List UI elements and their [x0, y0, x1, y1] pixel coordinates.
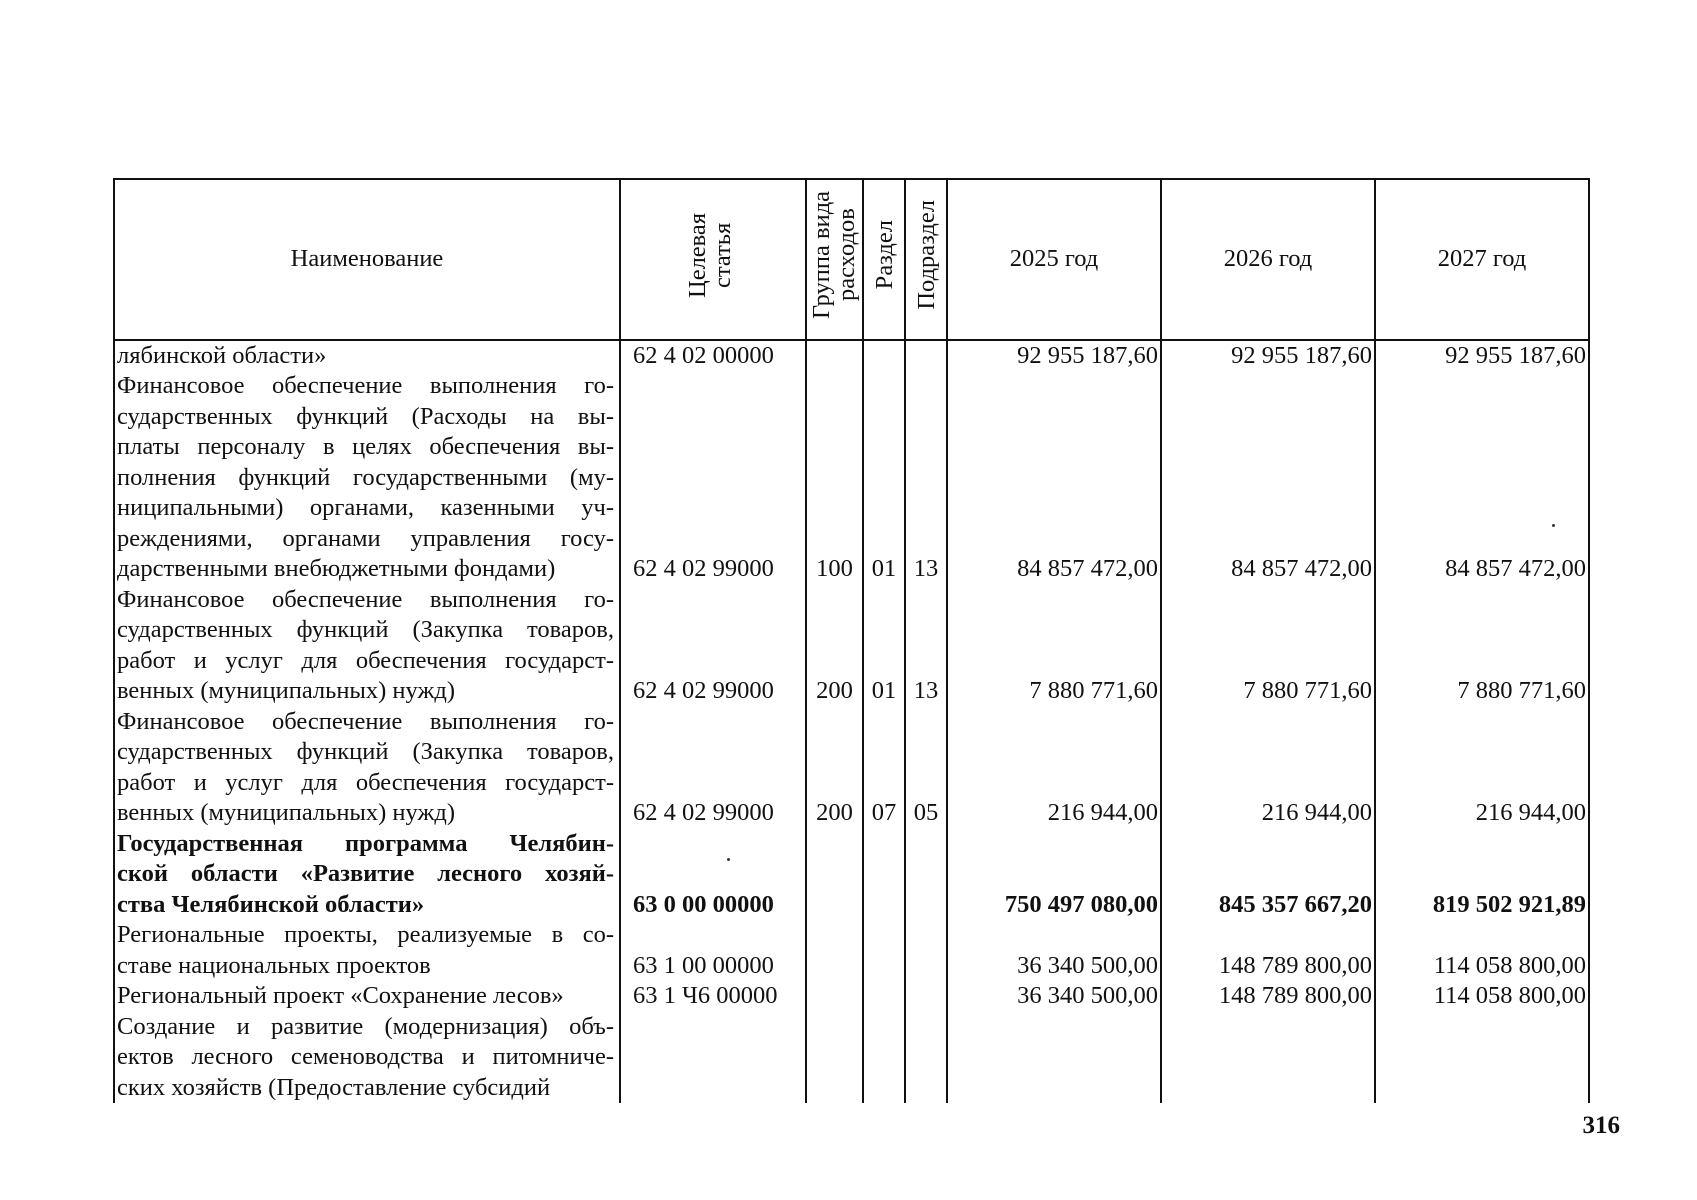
row-amount-2027: 114 058 800,00	[1375, 920, 1589, 981]
page-number: 316	[1582, 1112, 1620, 1139]
row-amount-2026: 216 944,00	[1161, 707, 1375, 829]
row-section: 01	[863, 371, 905, 585]
row-amount-2025: 7 880 771,60	[947, 585, 1161, 707]
row-name-line: сударственных функций (Закупка товаров,	[117, 616, 614, 643]
table-row	[114, 1012, 1589, 1104]
row-name	[114, 340, 620, 372]
row-target-article: 62 4 02 99000	[620, 371, 806, 585]
row-name-line: Финансовое обеспечение выполнения го-	[117, 707, 614, 735]
row-subsection	[905, 829, 947, 921]
row-amount-2027: 84 857 472,00	[1375, 371, 1589, 585]
row-amount-2025: 84 857 472,00	[947, 371, 1161, 585]
row-target-article: 63 1 Ч6 00000	[620, 981, 806, 1012]
row-name-line: сударственных функций (Закупка товаров,	[117, 738, 614, 765]
row-amount-2026: 148 789 800,00	[1161, 981, 1375, 1012]
header-subsection-text: Подраздел	[912, 200, 940, 310]
row-section: 01	[863, 585, 905, 707]
row-subsection: 13	[905, 371, 947, 585]
scan-speck	[727, 858, 730, 861]
header-target-article	[620, 179, 806, 340]
row-name-line: ниципальными) органами, казенными уч-	[117, 494, 614, 521]
row-subsection	[905, 340, 947, 372]
row-name-line: ектов лесного семеноводства и питомниче-	[117, 1043, 614, 1070]
table-row	[114, 829, 1589, 921]
row-name-line: венных (муниципальных) нужд)	[117, 799, 456, 826]
table-row	[114, 920, 1589, 981]
table-row	[114, 707, 1589, 829]
row-name-line: Государственная программа Челябин-	[117, 829, 614, 857]
row-target-article: 62 4 02 99000	[620, 585, 806, 707]
row-amount-2026: 845 357 667,20	[1161, 829, 1375, 921]
header-year-2026: 2026 год	[1161, 179, 1375, 340]
budget-table	[113, 178, 1590, 1103]
row-name	[114, 981, 620, 1012]
row-amount-2027: 7 880 771,60	[1375, 585, 1589, 707]
row-subsection	[905, 920, 947, 981]
row-subsection	[905, 1012, 947, 1104]
row-subsection: 13	[905, 585, 947, 707]
row-name	[114, 1012, 620, 1104]
row-name-line: Региональный проект «Сохранение лесов»	[117, 982, 564, 1009]
row-name-line: Финансовое обеспечение выполнения го-	[117, 585, 614, 613]
row-amount-2026	[1161, 1012, 1375, 1104]
header-target-article-text: Целевая статья	[684, 212, 736, 298]
row-amount-2027: 92 955 187,60	[1375, 340, 1589, 372]
row-name	[114, 920, 620, 981]
row-amount-2026: 84 857 472,00	[1161, 371, 1375, 585]
row-name-line: ских хозяйств (Предоставление субсидий	[117, 1073, 551, 1101]
row-amount-2025: 216 944,00	[947, 707, 1161, 829]
row-name-line: Региональные проекты, реализуемые в со-	[117, 921, 614, 948]
row-name-line: венных (муниципальных) нужд)	[117, 677, 456, 704]
row-amount-2027: 819 502 921,89	[1375, 829, 1589, 921]
row-target-article: 62 4 02 00000	[620, 340, 806, 372]
row-name-line: Финансовое обеспечение выполнения го-	[117, 372, 614, 399]
row-name	[114, 585, 620, 707]
row-name-line: дарственными внебюджетными фондами)	[117, 555, 556, 582]
row-section	[863, 829, 905, 921]
table-row	[114, 585, 1589, 707]
row-section: 07	[863, 707, 905, 829]
row-name-line: работ и услуг для обеспечения государст-	[117, 768, 614, 796]
row-expense-group: 100	[806, 371, 863, 585]
row-name-line: лябинской области»	[117, 341, 327, 369]
row-expense-group	[806, 340, 863, 372]
row-amount-2027: 114 058 800,00	[1375, 981, 1589, 1012]
row-name	[114, 371, 620, 585]
row-expense-group: 200	[806, 707, 863, 829]
row-target-article	[620, 1012, 806, 1104]
row-expense-group: 200	[806, 585, 863, 707]
row-section	[863, 981, 905, 1012]
row-amount-2027: 216 944,00	[1375, 707, 1589, 829]
row-target-article: 63 1 00 00000	[620, 920, 806, 981]
row-expense-group	[806, 829, 863, 921]
table-body	[114, 340, 1589, 1104]
row-subsection	[905, 981, 947, 1012]
scan-speck	[1552, 524, 1555, 527]
row-name-line: реждениями, органами управления госу-	[117, 524, 614, 552]
header-year-2025: 2025 год	[947, 179, 1161, 340]
row-amount-2027	[1375, 1012, 1589, 1104]
row-section	[863, 920, 905, 981]
row-target-article: 63 0 00 00000	[620, 829, 806, 921]
header-expense-group	[806, 179, 863, 340]
row-section	[863, 340, 905, 372]
table-header-row	[114, 179, 1589, 340]
row-name-line: Создание и развитие (модернизация) объ-	[117, 1012, 614, 1040]
row-target-article: 62 4 02 99000	[620, 707, 806, 829]
row-amount-2025: 36 340 500,00	[947, 920, 1161, 981]
table-row	[114, 340, 1589, 372]
header-subsection	[905, 179, 947, 340]
header-expense-group-text: Группа вида расходов	[807, 190, 860, 320]
row-amount-2025: 36 340 500,00	[947, 981, 1161, 1012]
row-name-line: ставе национальных проектов	[117, 951, 431, 979]
row-name-line: платы персоналу в целях обеспечения вы-	[117, 433, 614, 460]
row-name-line: ства Челябинской области»	[117, 890, 425, 918]
header-year-2027: 2027 год	[1375, 179, 1589, 340]
row-amount-2026: 7 880 771,60	[1161, 585, 1375, 707]
row-amount-2026: 92 955 187,60	[1161, 340, 1375, 372]
row-expense-group	[806, 981, 863, 1012]
header-section-text: Раздел	[870, 220, 898, 290]
table-row	[114, 981, 1589, 1012]
row-name	[114, 829, 620, 921]
row-subsection: 05	[905, 707, 947, 829]
row-amount-2025: 750 497 080,00	[947, 829, 1161, 921]
row-section	[863, 1012, 905, 1104]
row-amount-2025	[947, 1012, 1161, 1104]
row-name-line: ской области «Развитие лесного хозяй-	[117, 860, 614, 887]
row-expense-group	[806, 1012, 863, 1104]
row-name-line: полнения функций государственными (му-	[117, 463, 614, 491]
row-name	[114, 707, 620, 829]
row-name-line: работ и услуг для обеспечения государст-	[117, 646, 614, 674]
row-amount-2026: 148 789 800,00	[1161, 920, 1375, 981]
header-name: Наименование	[114, 179, 620, 340]
header-section	[863, 179, 905, 340]
row-name-line: сударственных функций (Расходы на вы-	[117, 402, 614, 430]
table-row	[114, 371, 1589, 585]
row-amount-2025: 92 955 187,60	[947, 340, 1161, 372]
row-expense-group	[806, 920, 863, 981]
